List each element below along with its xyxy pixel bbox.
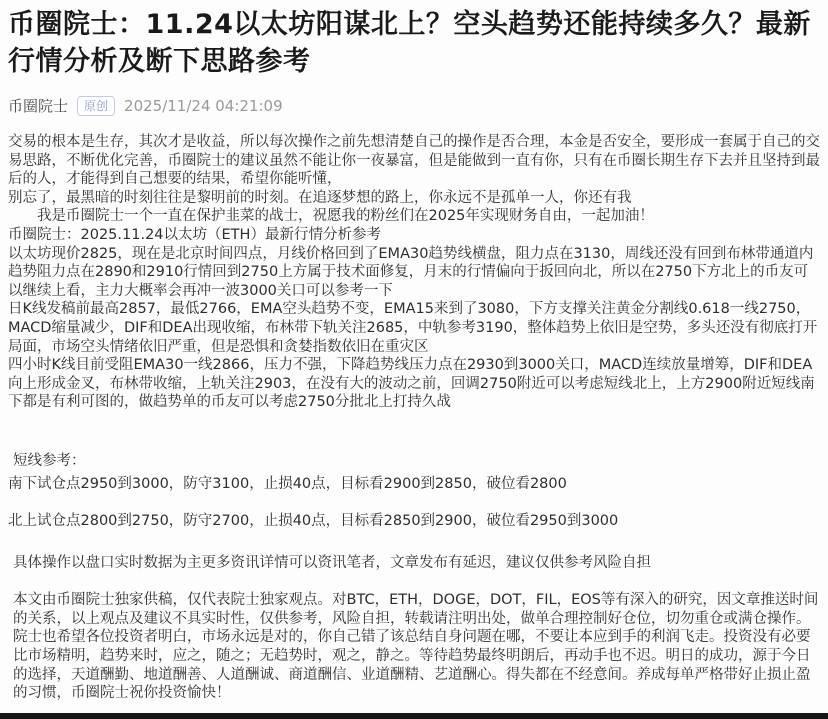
- bottom-bar: [0, 713, 828, 719]
- article-title: 币圈院士：11.24以太坊阳谋北上？空头趋势还能持续多久？最新行情分析及断下思路参考: [8, 9, 811, 77]
- article-paragraph-disclaimer: 本文由币圈院士独家供稿，仅代表院士独家观点。对BTC，ETH，DOGE，DOT，FIL，EOS等有深入的研究，因文章推送时间的关系，以上观点及建议不具实时性，仅供参考，风险自担，转载请注明出处，做单合理控制好仓位，切勿重仓或满仓操作。院士也希望各位投资者明白，市场永远是对的，你自己错了该总结自身问题在哪，不要让本应到手的利润飞走。投资没有必要比市场精明，趋势来时，应之，随之；无趋势时，观之，静之。等待趋势最终明朗后，再动手也不迟。明日的成功，源于今日的选择，天道酬勤、地道酬善、人道酬诚、商道酬信、业道酬精、艺道酬心。得失都在不经意间。养成每单严格带好止损止盈的习惯，币圈院士祝你投资愉快！: [13, 592, 819, 702]
- article-paragraph-notice: 具体操作以盘口实时数据为主更多资讯详情可以资讯笔者，文章发布有延迟，建议仅供参考风险自担: [13, 554, 651, 571]
- publish-timestamp: 2025/11/24 04:21:09: [124, 96, 283, 115]
- article-paragraph-motivation: 别忘了，最黑暗的时刻往往是黎明前的时刻。在追逐梦想的路上，你永远不是孤单一人，你还有我: [8, 189, 632, 206]
- article-paragraph-greeting: 我是币圈院士一个一直在保护韭菜的战士，祝愿我的粉丝们在2025年实现财务自由，一起加油！: [8, 208, 654, 225]
- original-badge: 原创: [77, 96, 115, 116]
- article-paragraph-daily: 日K线发稿前最高2857，最低2766，EMA空头趋势不变，EMA15来到了3080，下方支撑关注黄金分割线0.618一线2750，MACD缩量减少，DIF和DEA出现收缩，布林带下轨关注2685，中轨参考3190，整体趋势上依旧是空势，多头还没有彻底打开局面，市场空头情绪依旧严重，但是恐惧和贪婪指数依旧在重灾区: [8, 301, 818, 355]
- article-paragraph-long-plan: 北上试仓点2800到2750，防守2700，止损40点，目标看2850到2900，破位看2950到3000: [8, 513, 619, 530]
- author-name[interactable]: 币圈院士: [8, 97, 69, 115]
- article-body: [8, 133, 820, 703]
- article-paragraph-monthly: 以太坊现价2825，现在是北京时间四点，月线价格回到了EMA30趋势线横盘，阻力点在3130，周线还没有回到布林带通道内趋势阻力点在2890和2910行情回到2750上方属于技术面修复，月末的行情偏向于扳回向北，所以在2750下方北上的币友可以继续上看，主力大概率会再冲一波3000关口可以参考一下: [8, 245, 814, 299]
- article-paragraph-shortterm-label: 短线参考：: [13, 452, 86, 469]
- article-paragraph-4h: 四小时K线目前受阻EMA30一线2866，压力不强，下降趋势线压力点在2930到3000关口，MACD连续放量增筹，DIF和DEA向上形成金叉，布林带收缩，上轨关注2903，在没有大的波动之前，回调2750附近可以考虑短线北上，上方2900附近短线南下都是有利可图的，做趋势单的币友可以考虑2750分批北上打持久战: [8, 357, 815, 411]
- article-paragraph-heading: 币圈院士：2025.11.24以太坊（ETH）最新行情分析参考: [8, 226, 381, 243]
- article-paragraph-intro: 交易的根本是生存，其次才是收益，所以每次操作之前先想清楚自己的操作是否合理，本金是否安全，要形成一套属于自己的交易思路，不断优化完善，币圈院士的建议虽然不能让你一夜暴富，但是能做到一直有你，只有在币圈长期生存下去并且坚持到最后的人，才能得到自己想要的结果，希望你能听懂，: [8, 134, 820, 188]
- article-paragraph-short-plan: 南下试仓点2950到3000，防守3100，止损40点，目标看2900到2850，破位看2800: [8, 475, 567, 492]
- article-meta-row: [8, 95, 820, 116]
